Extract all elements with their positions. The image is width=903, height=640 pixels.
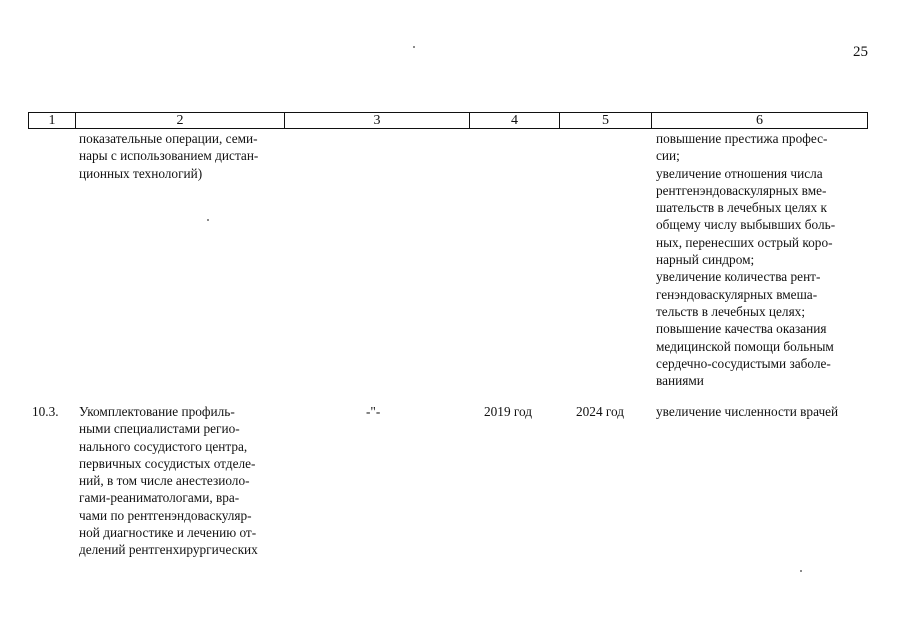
text-line: гами-реаниматологами, вра- [79, 490, 240, 506]
text-line: чами по рентгенэндоваскуляр- [79, 507, 252, 523]
scan-speck [413, 46, 415, 48]
text-line: ваниями [656, 373, 704, 389]
text-line: медицинской помощи больным [656, 338, 834, 354]
text-line: повышение престижа профес- [656, 131, 828, 146]
text-line: нары с использованием дистан- [79, 148, 259, 164]
text-line: нального сосудистого центра, [79, 438, 248, 454]
text-line: ционных технологий) [79, 165, 203, 181]
text-line: ных, перенесших острый коро- [656, 234, 833, 250]
text-line: сии; [656, 148, 680, 164]
text-line: первичных сосудистых отделе- [79, 455, 256, 471]
header-col-4: 4 [470, 113, 560, 128]
header-col-1: 1 [29, 113, 76, 128]
text-line: рентгенэндоваскулярных вме- [656, 182, 827, 198]
row-end-year: 2024 год [576, 404, 625, 419]
row-number: 10.3. [32, 404, 59, 419]
text-line: ной диагностике и лечению от- [79, 525, 257, 541]
header-col-2: 2 [76, 113, 285, 128]
text-line: повышение качества оказания [656, 321, 827, 337]
text-line: генэндоваскулярных вмеша- [656, 286, 818, 302]
text-line: увеличение количества рент- [656, 269, 821, 285]
row-executor: -"- [366, 404, 381, 419]
text-line: нарный синдром; [656, 252, 755, 268]
scan-speck [207, 219, 209, 221]
text-line: делений рентгенхирургических [79, 542, 258, 558]
text-line: показательные операции, семи- [79, 131, 258, 146]
header-col-3: 3 [285, 113, 470, 128]
text-line: тельств в лечебных целях; [656, 303, 806, 319]
page-number: 25 [853, 44, 868, 60]
text-line: ний, в том числе анестезиоло- [79, 473, 250, 489]
table-header-row [28, 112, 868, 129]
text-line: Укомплектование профиль- [79, 404, 235, 419]
text-line: ными специалистами регио- [79, 421, 240, 437]
text-line: шательств в лечебных целях к [656, 200, 827, 216]
continuation-description-cell [79, 130, 280, 182]
text-line: увеличение отношения числа [656, 165, 823, 181]
text-line: сердечно-сосудистыми заболе- [656, 355, 831, 371]
row-result: увеличение численности врачей [656, 404, 839, 419]
row-description-cell [79, 403, 280, 559]
row-start-year: 2019 год [484, 404, 533, 419]
continuation-result-cell [656, 130, 862, 389]
header-col-6: 6 [756, 113, 763, 128]
text-line: общему числу выбывших боль- [656, 217, 836, 233]
header-col-5: 5 [560, 113, 652, 128]
scan-speck [800, 570, 802, 572]
